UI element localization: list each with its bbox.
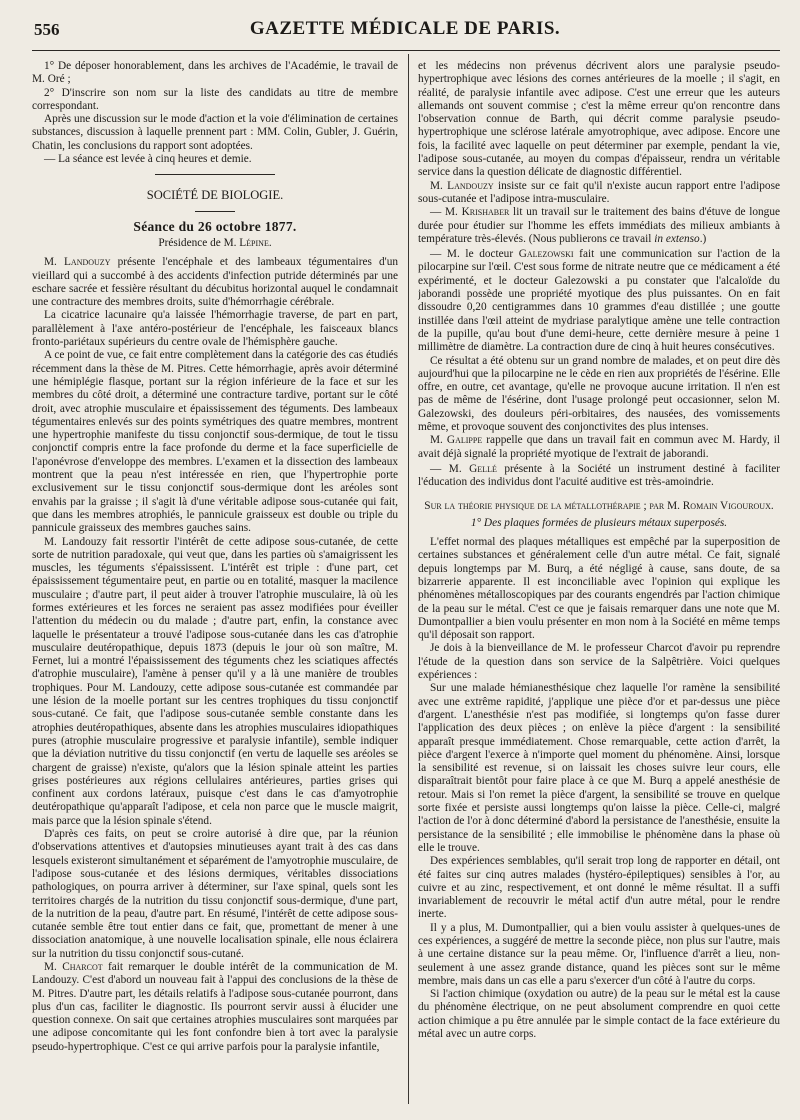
column-divider: [408, 54, 409, 1104]
speaker-prefix: — M. le docteur: [430, 248, 519, 261]
left-column: [32, 60, 398, 1105]
paragraph-text: lit un travail sur le traitement des bains d'étuve de longue durée pour étudier sur l'homme les effets immédiats des milieux ambiants à température très-élevés. (Nous publierons ce travail: [418, 206, 780, 245]
paragraph: [418, 206, 780, 246]
italic-text: in extenso: [654, 232, 700, 245]
paragraph: L'effet normal des plaques métalliques est empêché par la superposition de certaines substances et généralement celle d'un autre métal. Ce fait, signalé depuis longtemps par M. Burq, a été négligé à cause, sans doute, de sa bizarrerie apparente. Il est inconciliable avec l'opinion qui explique les phénomènes métalloscopiques par des courants engendrés par l'action chimique de la peau sur le métal. C'est ce que je faisais remarquer dans une note que M. Dumontpallier a bien voulu présenter en mon nom à la Société en même temps qu'il déposait son rapport.: [418, 536, 780, 642]
paragraph: La cicatrice lacunaire qu'a laissée l'hémorrhagie traverse, de part en part, parallèlement à l'axe antéro-postérieur de l'encéphale, les faisceaux blancs fronto-pariétaux supérieurs du centre ovale de l'hémisphère gauche.: [32, 309, 398, 349]
paragraph-text: insiste sur ce fait qu'il n'existe aucun rapport entre l'adipose sous-cutanée et l'adipose intra-musculaire.: [418, 179, 780, 205]
speaker-prefix: — M.: [430, 462, 470, 475]
paragraph: A ce point de vue, ce fait entre complètement dans la catégorie des cas étudiés récemment dans la thèse de M. Pitres. Cette hémorrhagie, après avoir déterminé une hémiplégie flasque, portant sur la région inférieure de la face et sur les membres du côté droit, a déterminé une contracture tardive, portant sur le côté droit, avec atrophie musculaire et épaississement des téguments. Des lambeaux tégumentaires enlevés sur des points symétriques des quatre membres, montrent une hypertrophie manifeste du tissu conjonctif sous-dermique, de tout le tissu conjonctif compris entre la face profonde du derme et la face superficielle de l'aponévrose d'enveloppe des membres. L'examen et la dissection des lambeaux montrent que la peau n'est intéressée en rien, que l'hypertrophie porte exclusivement sur le tissu conjonctif sous-dermique dont les aréoles sont envahis par la graisse ; il s'agit là d'une véritable adipose sous-cutanée qui fait, que dans les membres atrophiés, le pannicule graisseux est double ou triple du pannicule graisseux des membres gauches sains.: [32, 349, 398, 535]
session-title: Séance du 26 octobre 1877.: [133, 218, 297, 234]
presidency-prefix: Présidence de M.: [158, 236, 240, 249]
paragraph: [32, 961, 398, 1054]
paragraph-text: fait une communication sur l'action de la pilocarpine sur l'œil. C'est sous forme de nitrate neutre que ce médicament a été expérimenté, et le docteur Galezowski a pu constater que l'alcaloïde du jaborandi possède une propriété myotique des plus puissantes. On en fait dissoudre 0,20 centigrammes dans 10 grammes d'eau distillée ; une goutte instillée dans l'œil atteint de mydriase paralytique amène une telle contraction de la pupille, qu'au bout d'une demi-heure, cette dernière mesure à peine 1 millimètre de diamètre. La contraction dure de cinq à huit heures consécutives.: [418, 248, 780, 354]
speaker-name: Krishaber: [461, 206, 510, 219]
journal-title: GAZETTE MÉDICALE DE PARIS.: [249, 18, 561, 39]
presidency-line: [32, 237, 398, 250]
paragraph: Sur une malade hémianesthésique chez laquelle l'or ramène la sensibilité avec une extrême rapidité, j'applique une pièce d'or et par-dessus une pièce d'argent. L'anesthésie n'est pas modifiée, si longtemps qu'on fasse durer l'application des deux pièces ; on enlève la pièce d'argent : la sensibilité apparaît presque immédiatement. Chose remarquable, cette action d'arrêt, la pièce d'argent l'exerce à n'importe quel moment du phénomène. Ainsi, lorsque la sensibilité est revenue, si on laissait les choses suivre leur cours, elle disparaîtrait bientôt pour faire place à ce que M. Burq a appelé anesthésie de retour. Mais si l'on remet la pièce d'argent, la sensibilité se trouve en quelque sorte fixée et persiste aussi longtemps qu'on laisse la pièce. Celle-ci, malgré l'action de l'or à donc déterminé d'abord la persistance de l'anesthésie, ensuite la persistance de la sensibilité ; elle immobilise le phénomène dans la phase où elle le trouve.: [418, 682, 780, 854]
speaker-name: M. Galippe: [430, 434, 483, 447]
paragraph: Je dois à la bienveillance de M. le professeur Charcot d'avoir pu reprendre l'étude de la question dans son service de la Salpêtrière. Voici quelques expériences :: [418, 642, 780, 682]
paragraph: Après une discussion sur le mode d'action et la voie d'élimination de certaines substances, discussion à laquelle prennent part : MM. Colin, Gubler, J. Guérin, Chatin, les conclusions du rapport sont adoptées.: [32, 113, 398, 152]
page-number: 556: [34, 20, 60, 39]
section-rule: [155, 174, 275, 175]
paragraph: Ce résultat a été obtenu sur un grand nombre de malades, et on peut dire dès aujourd'hui que la pilocarpine ne le cède en rien aux propriétés de l'ésérine. Elle offre, en outre, cet avantage, qu'elle ne provoque aucune irritation. Il n'en est pas de même de l'ésérine, dont l'usage prolongé peut occasionner, selon M. Galezowski, des douleurs péri-orbitaires, des nausées, des vomissements même, et provoque souvent des conjonctivites des plus intenses.: [418, 354, 780, 434]
paragraph: 1° De déposer honorablement, dans les archives de l'Académie, le travail de M. Oré ;: [32, 60, 398, 86]
section-title: SOCIÉTÉ DE BIOLOGIE.: [146, 188, 284, 203]
newspaper-page: [20, 12, 788, 1110]
presidency-suffix: .: [268, 236, 272, 249]
paragraph: M. Landouzy fait ressortir l'intérêt de cette adipose sous-cutanée, de cette sorte de nutrition paradoxale, qui veut que, dans les parties où s'amaigrissent les muscles, les téguments s'épaississent. L'intérêt est triple : d'une part, cet épaississement tégumentaire peut, en partie ou en totalité, masquer la macilence musculaire ; d'autre part, il peut aider à trouver l'atrophie musculaire, là où les formes extérieures et les forces ne seraient pas assez modifiées pour éveiller l'attention du médecin ou du malade ; d'autre part, enfin, la constance avec laquelle le présentateur a trouvé l'adipose sous-cutanée dans les cas d'atrophie musculaire deutéropathique, depuis 1873 (depuis le jour où son maître, M. Fernet, lui a montré l'épaississement des téguments chez les sciatiques affectés d'atrophie musculaire), l'amène à penser qu'il y a là une manière de troubles trophiques. Pour M. Landouzy, cette adipose sous-cutanée est commandée par une lésion de la moelle portant sur les centres trophiques du tissu conjonctif sous-cutané. Ce fait, que l'adipose sous-cutanée semble constante dans les atrophies deutéropathiques, absente dans les atrophies musculaires idiopathiques pures (atrophie musculaire progressive et paralysie infantile), semble indiquer que la déviation nutritive du tissu conjonctif (en vertu de laquelle ses aréoles se chargent de graisse) n'existe, qu'alors que la lésion spinale atteint les parties grises postérieures aux régions cellulaires antérieures, parties grises qui confinent aux cordons latéraux, puisque c'est dans le cas d'amyotrophie deutéropathique qu'apparaît l'adipose, et cela non parce que le muscle maigrit, mais parce que la lésion spinale s'étend.: [32, 535, 398, 827]
right-column: [418, 60, 780, 1105]
paragraph-text: présente à la Société un instrument destiné à faciliter l'éducation des individus dont l'acuité auditive est très-amoindrie.: [418, 462, 780, 489]
speaker-name: Galezowski: [518, 248, 574, 261]
speaker-name: Gellé: [469, 462, 497, 475]
paragraph: [418, 463, 780, 490]
speaker-name: M. Landouzy: [44, 256, 111, 269]
paragraph: 2° D'inscrire son nom sur la liste des candidats au titre de membre correspondant.: [32, 86, 398, 112]
paragraph: Si l'action chimique (oxydation ou autre) de la peau sur le métal est la cause du phénomène électrique, on ne peut absolument comprendre en quoi cette action chimique a pu être annulée par le simple contact de la face extérieure du métal avec un autre corps.: [418, 988, 780, 1041]
paragraph: [32, 256, 398, 309]
paragraph: Il y a plus, M. Dumontpallier, qui a bien voulu assister à quelques-unes de ces expériences, a suggéré de mettre la seconde pièce, non plus sur l'autre, mais à une certaine distance sur la peau même. Or, l'influence d'arrêt a lieu, non-seulement à une assez grande distance, quand les pièces sont sur le même membre, mais dans un cas elle a paru s'exercer d'un côté à l'autre du corps.: [418, 921, 780, 987]
paragraph: [418, 180, 780, 207]
paragraph: [418, 434, 780, 461]
section-rule: [195, 211, 235, 212]
paragraph-text: rappelle que dans un travail fait en commun avec M. Hardy, il avait déjà signalé la propriété myotique de l'extrait de jaborandi.: [418, 434, 780, 460]
speaker-name: M. Charcot: [44, 961, 103, 973]
paragraph: et les médecins non prévenus décrivent alors une paralysie pseudo-hypertrophique avec lésions des cornes antérieures de la moelle ; il s'agit, en réalité, de paralysie infantile avec adipose. C'est une erreur que les auteurs allemands ont souvent commise ; c'est la même erreur qu'on rencontre dans l'observation connue de Barth, qui décrit comme paralysie pseudo-hypertrophique une sclérose latérale amyotrophique, avec adipose. Encore une fois, la facilité avec laquelle on peut déterminer par exemple, pendant la vie, l'adipose sous-cutanée, au moyen du compas d'épaisseur, rendra un véritable service dans la question délicate de diagnostic différentiel.: [418, 60, 780, 179]
presidency-name: Lépine: [239, 236, 269, 249]
header-rule: [32, 50, 780, 51]
paragraph: [418, 248, 780, 354]
speaker-prefix: — M.: [430, 206, 462, 219]
speaker-name: M. Landouzy: [430, 179, 494, 192]
article-title: Sur la théorie physique de la métallothérapie ; par M. Romain Vigouroux.: [424, 499, 774, 512]
paragraph-text: .): [699, 232, 707, 245]
paragraph-text: présente l'encéphale et des lambeaux tégumentaires d'un vieillard qui a succombé à des accidents d'infection putride déterminés par une eschare sacrée et fessière résultant du décubitus horizontal auquel le condamnait une contracture des membres droits, suite d'hémorrhagie cérébrale.: [32, 256, 398, 309]
page-header: [30, 18, 780, 44]
paragraph: Des expériences semblables, qu'il serait trop long de rapporter en détail, ont été faites sur cinq autres malades (hystéro-épileptiques) sensibles à l'or, au cuivre et au zinc, respectivement, et ont donné le même résultat. Il a suffi invariablement de recouvrir le métal actif d'un autre métal, pour le rendre inerte.: [418, 855, 780, 921]
paragraph-text: fait remarquer le double intérêt de la communication de M. Landouzy. C'est d'abord un nouveau fait à l'appui des conclusions de la thèse de M. Pitres. D'autre part, les détails relatifs à l'adipose sous-cutanée pourront, dans plus d'un cas, faciliter le diagnostic. Ils pourront servir aussi à élucider une question connexe. On sait que certaines atrophies musculaires sont marquées par une adipose concomitante qui les font confondre bien à tort avec la paralysie pseudo-hypertrophique. C'est ce qui arrive parfois pour la paralysie infantile,: [32, 961, 398, 1053]
paragraph: D'après ces faits, on peut se croire autorisé à dire que, par la réunion d'observations attentives et d'autopsies minutieuses ayant trait à des cas dans lesquels existeront simultanément et séparément de l'amyotrophie musculaire, de l'adipose sous-cutanée et des lésions dermiques, véritables dissociations pathologiques, on pourra arriver à déterminer, sur l'axe spinal, quels sont les territoires chargés de la nutrition du tissu conjonctif sous-dermique, d'une part, de la nutrition de la peau, d'autre part. En résumé, l'intérêt de cette adipose sous-cutanée semble être tout entier dans ce fait, que, promettant de mener à une dissociation anatomique, à une nouvelle localisation spinale, elle nous éclairera sur la nutrition du tissu conjonctif sous-cutané.: [32, 828, 398, 960]
article-subtitle: 1° Des plaques formées de plusieurs métaux superposés.: [470, 516, 728, 529]
paragraph: — La séance est levée à cinq heures et demie.: [44, 153, 252, 166]
